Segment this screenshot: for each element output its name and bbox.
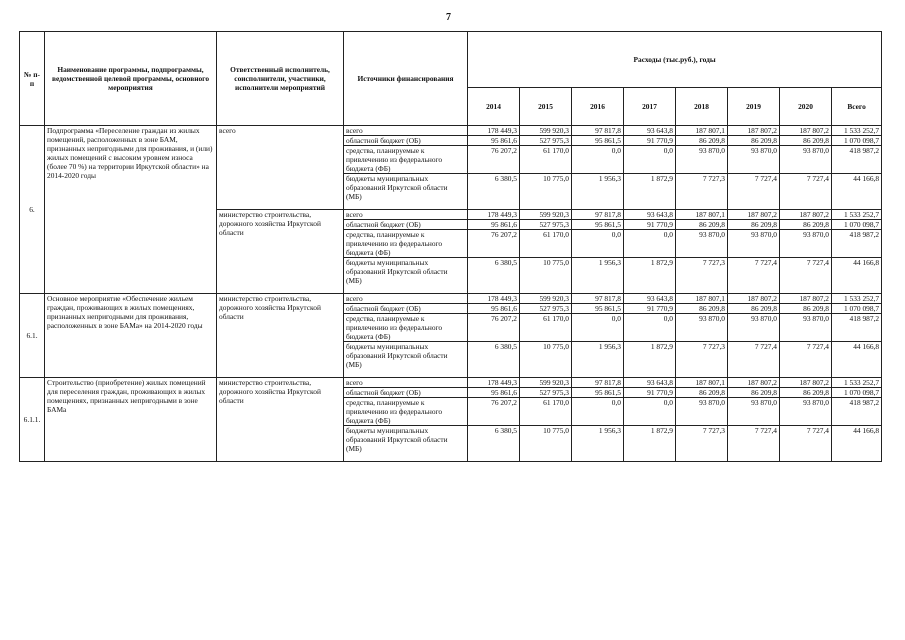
table-body xyxy=(20,126,882,462)
amount-cell: 178 449,3 xyxy=(468,210,520,220)
amount-cell: 61 170,0 xyxy=(520,230,572,258)
section-number: 6. xyxy=(20,126,45,294)
amount-cell: 76 207,2 xyxy=(468,398,520,426)
amount-cell: 0,0 xyxy=(624,398,676,426)
amount-cell: 418 987,2 xyxy=(832,230,882,258)
amount-cell: 93 870,0 xyxy=(676,146,728,174)
amount-cell: 95 861,6 xyxy=(468,388,520,398)
amount-cell: 178 449,3 xyxy=(468,378,520,388)
header-year: 2016 xyxy=(572,88,624,126)
amount-cell: 418 987,2 xyxy=(832,398,882,426)
amount-cell: 7 727,4 xyxy=(728,426,780,462)
amount-cell: 93 870,0 xyxy=(728,314,780,342)
amount-cell: 1 533 252,7 xyxy=(832,126,882,136)
amount-cell: 91 770,9 xyxy=(624,136,676,146)
amount-cell: 95 861,6 xyxy=(468,220,520,230)
section-number: 6.1. xyxy=(20,294,45,378)
amount-cell: 7 727,4 xyxy=(780,258,832,294)
amount-cell: 1 872,9 xyxy=(624,426,676,462)
amount-cell: 7 727,3 xyxy=(676,258,728,294)
amount-cell: 93 870,0 xyxy=(676,398,728,426)
amount-cell: 10 775,0 xyxy=(520,174,572,210)
executor-cell: министерство строительства, дорожного хозяйства Иркутской области xyxy=(217,210,344,294)
funding-source: средства, планируемые к привлечению из федерального бюджета (ФБ) xyxy=(344,230,468,258)
funding-source: всего xyxy=(344,294,468,304)
amount-cell: 95 861,5 xyxy=(572,304,624,314)
amount-cell: 7 727,4 xyxy=(780,174,832,210)
amount-cell: 61 170,0 xyxy=(520,146,572,174)
amount-cell: 178 449,3 xyxy=(468,294,520,304)
amount-cell: 7 727,4 xyxy=(780,426,832,462)
amount-cell: 97 817,8 xyxy=(572,378,624,388)
amount-cell: 187 807,2 xyxy=(728,126,780,136)
amount-cell: 0,0 xyxy=(624,314,676,342)
funding-source: бюджеты муниципальных образований Иркутской области (МБ) xyxy=(344,258,468,294)
funding-source: бюджеты муниципальных образований Иркутской области (МБ) xyxy=(344,426,468,462)
amount-cell: 599 920,3 xyxy=(520,126,572,136)
funding-source: областной бюджет (ОБ) xyxy=(344,388,468,398)
budget-table xyxy=(19,31,882,462)
amount-cell: 599 920,3 xyxy=(520,294,572,304)
funding-source: средства, планируемые к привлечению из федерального бюджета (ФБ) xyxy=(344,314,468,342)
amount-cell: 527 975,3 xyxy=(520,304,572,314)
amount-cell: 178 449,3 xyxy=(468,126,520,136)
header-year: 2020 xyxy=(780,88,832,126)
amount-cell: 187 807,1 xyxy=(676,210,728,220)
amount-cell: 187 807,2 xyxy=(780,126,832,136)
header-source: Источники финансирования xyxy=(344,32,468,126)
amount-cell: 95 861,6 xyxy=(468,304,520,314)
table-row xyxy=(20,294,882,304)
amount-cell: 599 920,3 xyxy=(520,210,572,220)
executor-cell: всего xyxy=(217,126,344,210)
funding-source: всего xyxy=(344,378,468,388)
amount-cell: 1 533 252,7 xyxy=(832,378,882,388)
amount-cell: 1 070 098,7 xyxy=(832,304,882,314)
amount-cell: 93 870,0 xyxy=(780,230,832,258)
amount-cell: 97 817,8 xyxy=(572,294,624,304)
amount-cell: 187 807,1 xyxy=(676,294,728,304)
amount-cell: 6 380,5 xyxy=(468,174,520,210)
amount-cell: 93 870,0 xyxy=(728,398,780,426)
amount-cell: 86 209,8 xyxy=(728,220,780,230)
amount-cell: 93 870,0 xyxy=(780,146,832,174)
amount-cell: 1 070 098,7 xyxy=(832,220,882,230)
amount-cell: 95 861,5 xyxy=(572,388,624,398)
amount-cell: 1 533 252,7 xyxy=(832,294,882,304)
amount-cell: 1 872,9 xyxy=(624,258,676,294)
amount-cell: 97 817,8 xyxy=(572,126,624,136)
amount-cell: 86 209,8 xyxy=(676,136,728,146)
amount-cell: 187 807,2 xyxy=(780,378,832,388)
amount-cell: 187 807,1 xyxy=(676,126,728,136)
amount-cell: 93 870,0 xyxy=(728,146,780,174)
amount-cell: 7 727,4 xyxy=(728,174,780,210)
amount-cell: 44 166,8 xyxy=(832,258,882,294)
amount-cell: 93 870,0 xyxy=(676,230,728,258)
amount-cell: 6 380,5 xyxy=(468,342,520,378)
header-year: 2019 xyxy=(728,88,780,126)
header-expenses: Расходы (тыс.руб.), годы xyxy=(468,32,882,88)
amount-cell: 1 956,3 xyxy=(572,426,624,462)
funding-source: средства, планируемые к привлечению из федерального бюджета (ФБ) xyxy=(344,146,468,174)
page-number: 7 xyxy=(446,12,451,23)
table-row xyxy=(20,378,882,388)
amount-cell: 95 861,5 xyxy=(572,136,624,146)
amount-cell: 10 775,0 xyxy=(520,342,572,378)
funding-source: областной бюджет (ОБ) xyxy=(344,136,468,146)
header-year: 2015 xyxy=(520,88,572,126)
amount-cell: 599 920,3 xyxy=(520,378,572,388)
funding-source: областной бюджет (ОБ) xyxy=(344,220,468,230)
amount-cell: 86 209,8 xyxy=(780,220,832,230)
amount-cell: 187 807,2 xyxy=(780,294,832,304)
amount-cell: 86 209,8 xyxy=(676,220,728,230)
header-name: Наименование программы, подпрограммы, ведомственной целевой программы, основного мероприятия xyxy=(45,32,217,126)
section-number: 6.1.1. xyxy=(20,378,45,462)
amount-cell: 1 956,3 xyxy=(572,342,624,378)
amount-cell: 0,0 xyxy=(624,146,676,174)
amount-cell: 0,0 xyxy=(572,314,624,342)
amount-cell: 86 209,8 xyxy=(676,304,728,314)
header-year: 2014 xyxy=(468,88,520,126)
amount-cell: 7 727,3 xyxy=(676,342,728,378)
header-executor: Ответственный исполнитель, соисполнители, участники, исполнители мероприятий xyxy=(217,32,344,126)
amount-cell: 7 727,4 xyxy=(780,342,832,378)
amount-cell: 418 987,2 xyxy=(832,146,882,174)
amount-cell: 7 727,4 xyxy=(728,258,780,294)
funding-source: бюджеты муниципальных образований Иркутской области (МБ) xyxy=(344,342,468,378)
amount-cell: 187 807,2 xyxy=(728,378,780,388)
amount-cell: 86 209,8 xyxy=(728,388,780,398)
funding-source: всего xyxy=(344,210,468,220)
section-name: Основное мероприятие «Обеспечение жильем граждан, проживающих в жилых помещениях, признанных непригодными для проживания, расположенных в зоне БАМа» на 2014-2020 годы xyxy=(45,294,217,378)
amount-cell: 1 070 098,7 xyxy=(832,136,882,146)
amount-cell: 6 380,5 xyxy=(468,258,520,294)
amount-cell: 418 987,2 xyxy=(832,314,882,342)
amount-cell: 93 643,8 xyxy=(624,126,676,136)
amount-cell: 44 166,8 xyxy=(832,342,882,378)
funding-source: бюджеты муниципальных образований Иркутской области (МБ) xyxy=(344,174,468,210)
amount-cell: 93 643,8 xyxy=(624,210,676,220)
amount-cell: 91 770,9 xyxy=(624,220,676,230)
amount-cell: 7 727,4 xyxy=(728,342,780,378)
amount-cell: 0,0 xyxy=(572,398,624,426)
executor-cell: министерство строительства, дорожного хозяйства Иркутской области xyxy=(217,378,344,462)
amount-cell: 61 170,0 xyxy=(520,398,572,426)
amount-cell: 61 170,0 xyxy=(520,314,572,342)
amount-cell: 93 870,0 xyxy=(728,230,780,258)
amount-cell: 91 770,9 xyxy=(624,304,676,314)
amount-cell: 187 807,1 xyxy=(676,378,728,388)
amount-cell: 1 956,3 xyxy=(572,174,624,210)
amount-cell: 76 207,2 xyxy=(468,146,520,174)
amount-cell: 1 070 098,7 xyxy=(832,388,882,398)
amount-cell: 95 861,6 xyxy=(468,136,520,146)
amount-cell: 187 807,2 xyxy=(728,210,780,220)
amount-cell: 7 727,3 xyxy=(676,174,728,210)
amount-cell: 95 861,5 xyxy=(572,220,624,230)
amount-cell: 76 207,2 xyxy=(468,230,520,258)
amount-cell: 93 870,0 xyxy=(780,314,832,342)
section-name: Подпрограмма «Переселение граждан из жилых помещений, расположенных в зоне БАМ, признанных непригодными для проживания, и (или) жилых помещений с высоким уровнем износа (более 70 %) на территории Иркутской области» на 2014-2020 годы xyxy=(45,126,217,294)
amount-cell: 93 870,0 xyxy=(780,398,832,426)
amount-cell: 76 207,2 xyxy=(468,314,520,342)
section-name: Строительство (приобретение) жилых помещений для переселения граждан, проживающих в жилых помещениях, признанных непригодными в зоне БАМа xyxy=(45,378,217,462)
header-year: 2018 xyxy=(676,88,728,126)
executor-cell: министерство строительства, дорожного хозяйства Иркутской области xyxy=(217,294,344,378)
amount-cell: 0,0 xyxy=(572,146,624,174)
amount-cell: 44 166,8 xyxy=(832,426,882,462)
amount-cell: 7 727,3 xyxy=(676,426,728,462)
header-num: № п-п xyxy=(20,32,45,126)
amount-cell: 1 872,9 xyxy=(624,174,676,210)
amount-cell: 86 209,8 xyxy=(780,388,832,398)
amount-cell: 86 209,8 xyxy=(728,136,780,146)
amount-cell: 527 975,3 xyxy=(520,388,572,398)
amount-cell: 86 209,8 xyxy=(728,304,780,314)
amount-cell: 10 775,0 xyxy=(520,426,572,462)
funding-source: всего xyxy=(344,126,468,136)
amount-cell: 527 975,3 xyxy=(520,136,572,146)
amount-cell: 44 166,8 xyxy=(832,174,882,210)
amount-cell: 0,0 xyxy=(624,230,676,258)
funding-source: областной бюджет (ОБ) xyxy=(344,304,468,314)
amount-cell: 93 870,0 xyxy=(676,314,728,342)
amount-cell: 187 807,2 xyxy=(728,294,780,304)
amount-cell: 10 775,0 xyxy=(520,258,572,294)
amount-cell: 86 209,8 xyxy=(780,136,832,146)
header-year: 2017 xyxy=(624,88,676,126)
amount-cell: 527 975,3 xyxy=(520,220,572,230)
amount-cell: 0,0 xyxy=(572,230,624,258)
amount-cell: 93 643,8 xyxy=(624,378,676,388)
amount-cell: 187 807,2 xyxy=(780,210,832,220)
amount-cell: 6 380,5 xyxy=(468,426,520,462)
amount-cell: 91 770,9 xyxy=(624,388,676,398)
amount-cell: 1 533 252,7 xyxy=(832,210,882,220)
table-row xyxy=(20,126,882,136)
amount-cell: 86 209,8 xyxy=(676,388,728,398)
amount-cell: 97 817,8 xyxy=(572,210,624,220)
amount-cell: 86 209,8 xyxy=(780,304,832,314)
amount-cell: 93 643,8 xyxy=(624,294,676,304)
header-year: Всего xyxy=(832,88,882,126)
funding-source: средства, планируемые к привлечению из федерального бюджета (ФБ) xyxy=(344,398,468,426)
amount-cell: 1 956,3 xyxy=(572,258,624,294)
amount-cell: 1 872,9 xyxy=(624,342,676,378)
